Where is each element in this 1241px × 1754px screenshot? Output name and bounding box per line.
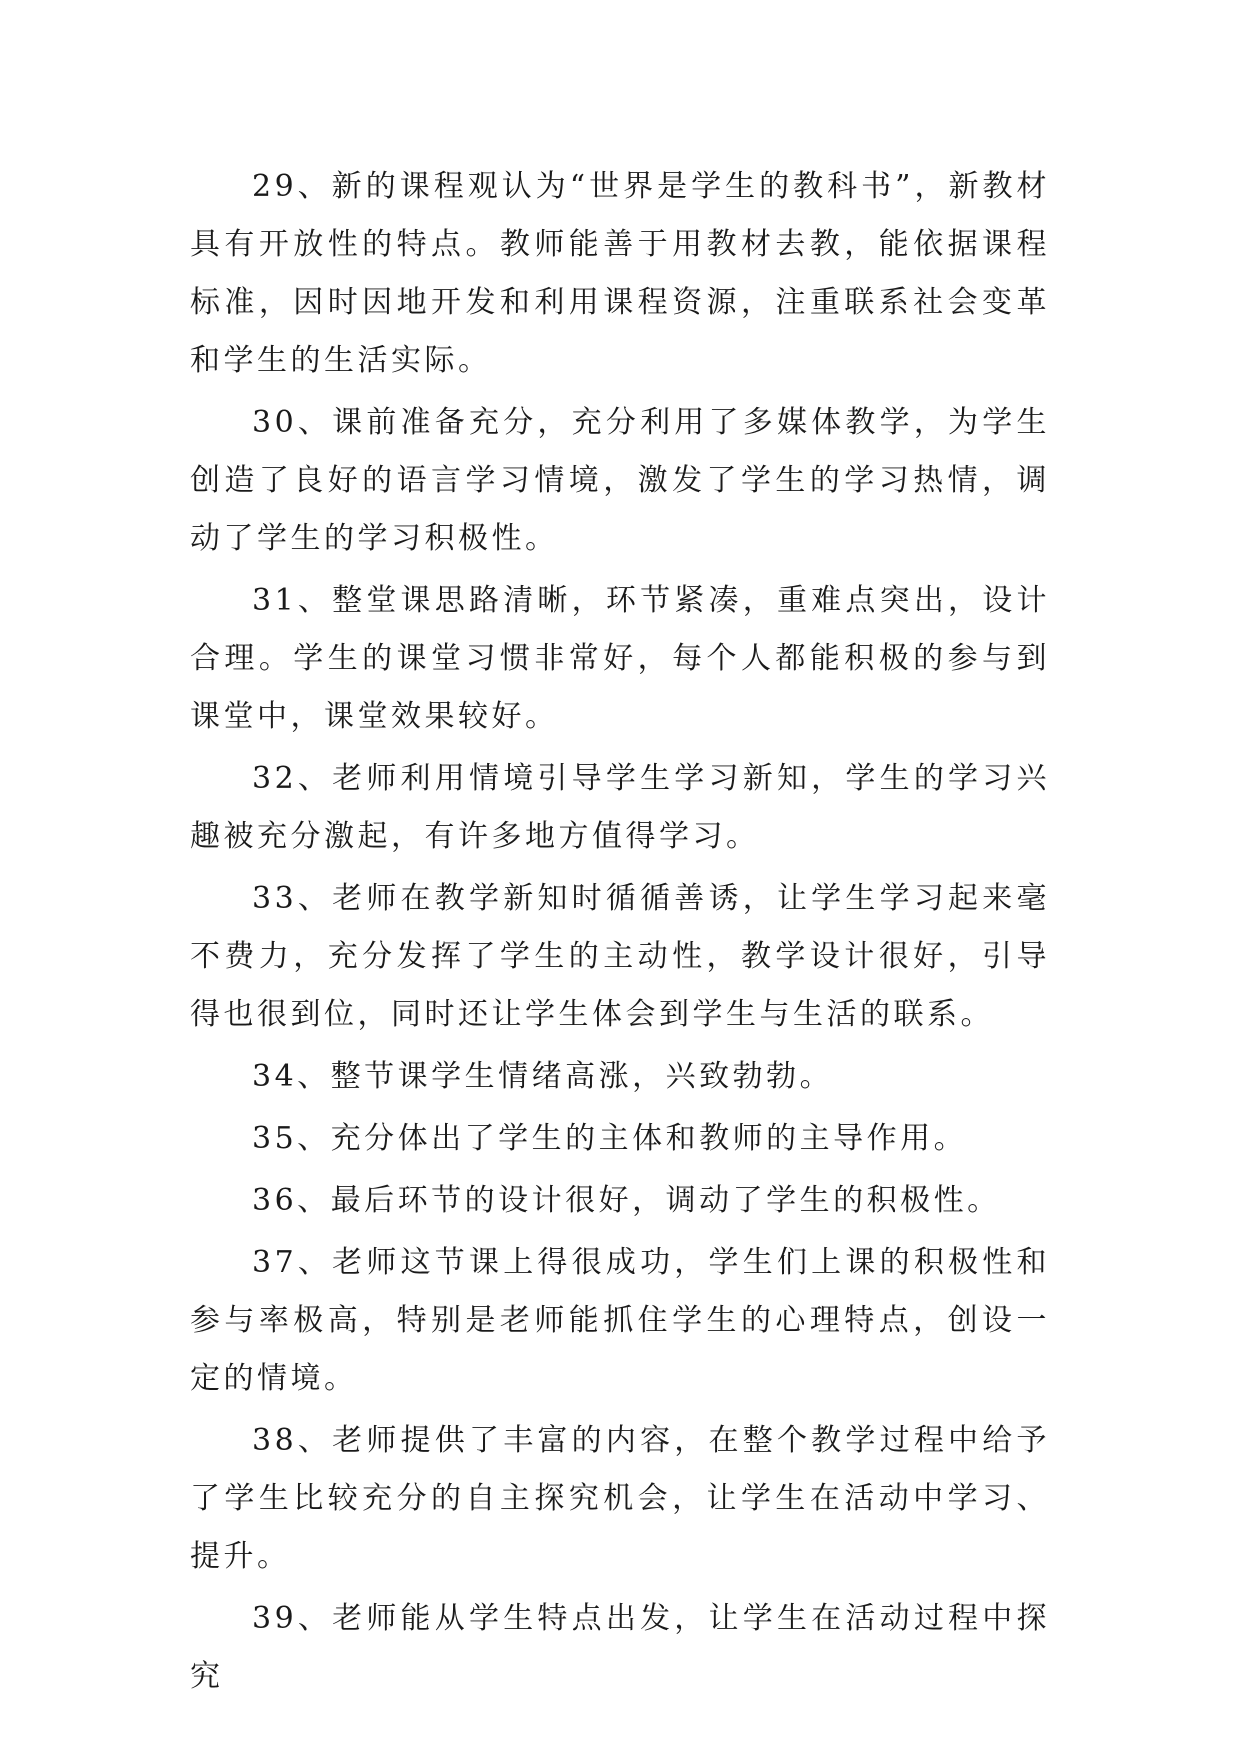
paragraph-32: 32、老师利用情境引导学生学习新知，学生的学习兴趣被充分激起，有许多地方值得学习。 xyxy=(190,761,1050,854)
paragraph-31: 31、整堂课思路清晰，环节紧凑，重难点突出，设计合理。学生的课堂习惯非常好，每个人都能积极的参与到课堂中，课堂效果较好。 xyxy=(190,583,1050,734)
paragraph-29: 29、新的课程观认为“世界是学生的教科书”，新教材具有开放性的特点。教师能善于用教材去教，能依据课程标准，因时因地开发和利用课程资源，注重联系社会变革和学生的生活实际。 xyxy=(190,169,1050,378)
paragraph-35: 35、充分体出了学生的主体和教师的主导作用。 xyxy=(252,1121,968,1156)
document-body xyxy=(190,158,1050,1710)
paragraph-39: 39、老师能从学生特点出发，让学生在活动过程中探究 xyxy=(190,1601,1050,1694)
paragraph-33: 33、老师在教学新知时循循善诱，让学生学习起来毫不费力，充分发挥了学生的主动性，教学设计很好，引导得也很到位，同时还让学生体会到学生与生活的联系。 xyxy=(190,881,1050,1032)
paragraph-38: 38、老师提供了丰富的内容，在整个教学过程中给予了学生比较充分的自主探究机会，让学生在活动中学习、提升。 xyxy=(190,1423,1050,1574)
paragraph-34: 34、整节课学生情绪高涨，兴致勃勃。 xyxy=(252,1059,834,1094)
paragraph-37: 37、老师这节课上得很成功，学生们上课的积极性和参与率极高，特别是老师能抓住学生的心理特点，创设一定的情境。 xyxy=(190,1245,1050,1396)
paragraph-36: 36、最后环节的设计很好，调动了学生的积极性。 xyxy=(252,1183,1001,1218)
paragraph-30: 30、课前准备充分，充分利用了多媒体教学，为学生创造了良好的语言学习情境，激发了学生的学习热情，调动了学生的学习积极性。 xyxy=(190,405,1050,556)
